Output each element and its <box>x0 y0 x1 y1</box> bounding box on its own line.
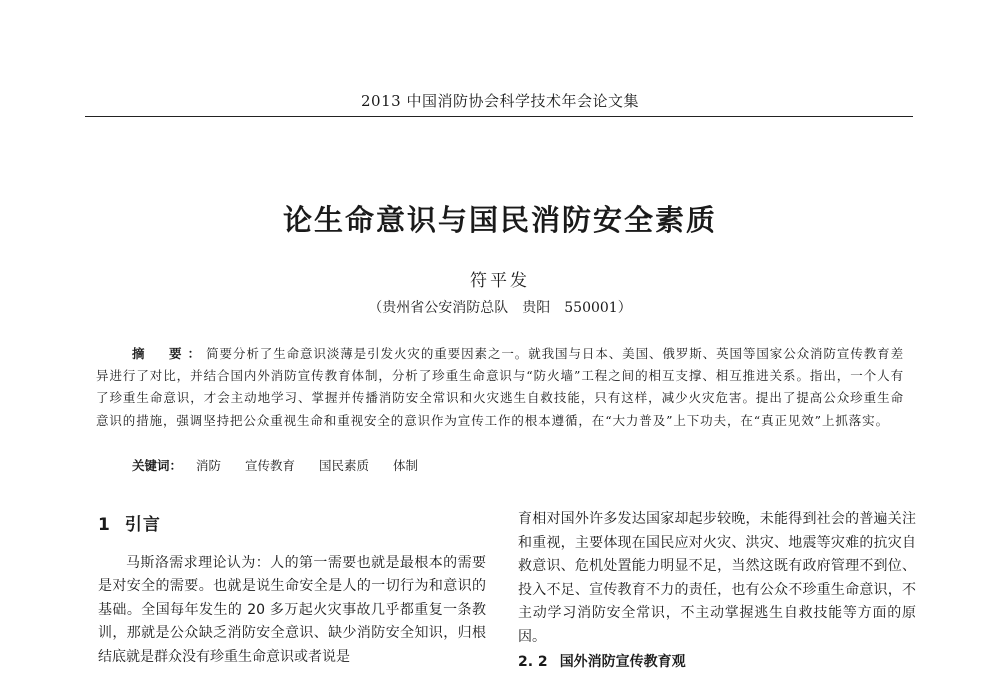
keyword: 消防 <box>196 458 222 473</box>
keywords <box>132 456 428 474</box>
subsection-number: 2. 2 <box>518 654 548 670</box>
subsection-title: 国外消防宣传教育观 <box>559 654 686 670</box>
running-header: 2013 中国消防协会科学技术年会论文集 <box>361 92 639 110</box>
keyword: 国民素质 <box>319 458 370 473</box>
abstract <box>96 343 904 432</box>
header-rule <box>85 116 913 117</box>
subsection-heading <box>518 651 916 675</box>
section-title: 引言 <box>124 515 161 535</box>
keyword: 体制 <box>393 458 419 473</box>
author-name: 符平发 <box>470 271 530 291</box>
body-paragraph: 育相对国外许多发达国家却起步较晚，未能得到社会的普遍关注和重视，主要体现在国民应对火灾、洪灾、地震等灾难的抗灾自救意识、危机处置能力明显不足，当然这既有政府管理不到位、投入不足、宣传教育不力的责任，也有公众不珍重生命意识，不主动学习消防安全常识，不主动掌握逃生自救技能等方面的原因。 <box>518 511 916 645</box>
abstract-text: 简要分析了生命意识淡薄是引发火灾的重要因素之一。就我国与日本、美国、俄罗斯、英国等国家公众消防宣传教育差异进行了对比，并结合国内外消防宣传教育体制，分析了珍重生命意识与“防火墙”工程之间的相互支撑、相互推进关系。指出，一个人有了珍重生命意识，才会主动地学习、掌握并传播消防安全常识和火灾逃生自救技能，只有这样，减少火灾危害。提出了提高公众珍重生命意识的措施，强调坚持把公众重视生命和重视安全的意识作为宣传工作的根本遵循，在“大力普及”上下功夫，在“真正见效”上抓落实。 <box>96 346 904 428</box>
author-affiliation: （贵州省公安消防总队 贵阳 550001） <box>368 300 632 316</box>
abstract-label: 摘 要： <box>132 346 207 361</box>
keywords-label: 关键词： <box>132 458 183 473</box>
section-number: 1 <box>98 515 111 535</box>
body-paragraph: 马斯洛需求理论认为：人的第一需要也就是最根本的需要是对安全的需要。也就是说生命安全是人的一切行为和意识的基础。全国每年发生的 20 多万起火灾事故几乎都重复一条教训，那就是公众缺乏消防安全意识、缺少消防安全知识，归根结底就是群众没有珍重生命意识或者说是 <box>98 554 486 665</box>
article-title: 论生命意识与国民消防安全素质 <box>282 203 717 237</box>
left-column <box>98 510 486 669</box>
keyword: 宣传教育 <box>245 458 296 473</box>
right-column <box>518 508 916 675</box>
section-heading <box>98 514 486 538</box>
